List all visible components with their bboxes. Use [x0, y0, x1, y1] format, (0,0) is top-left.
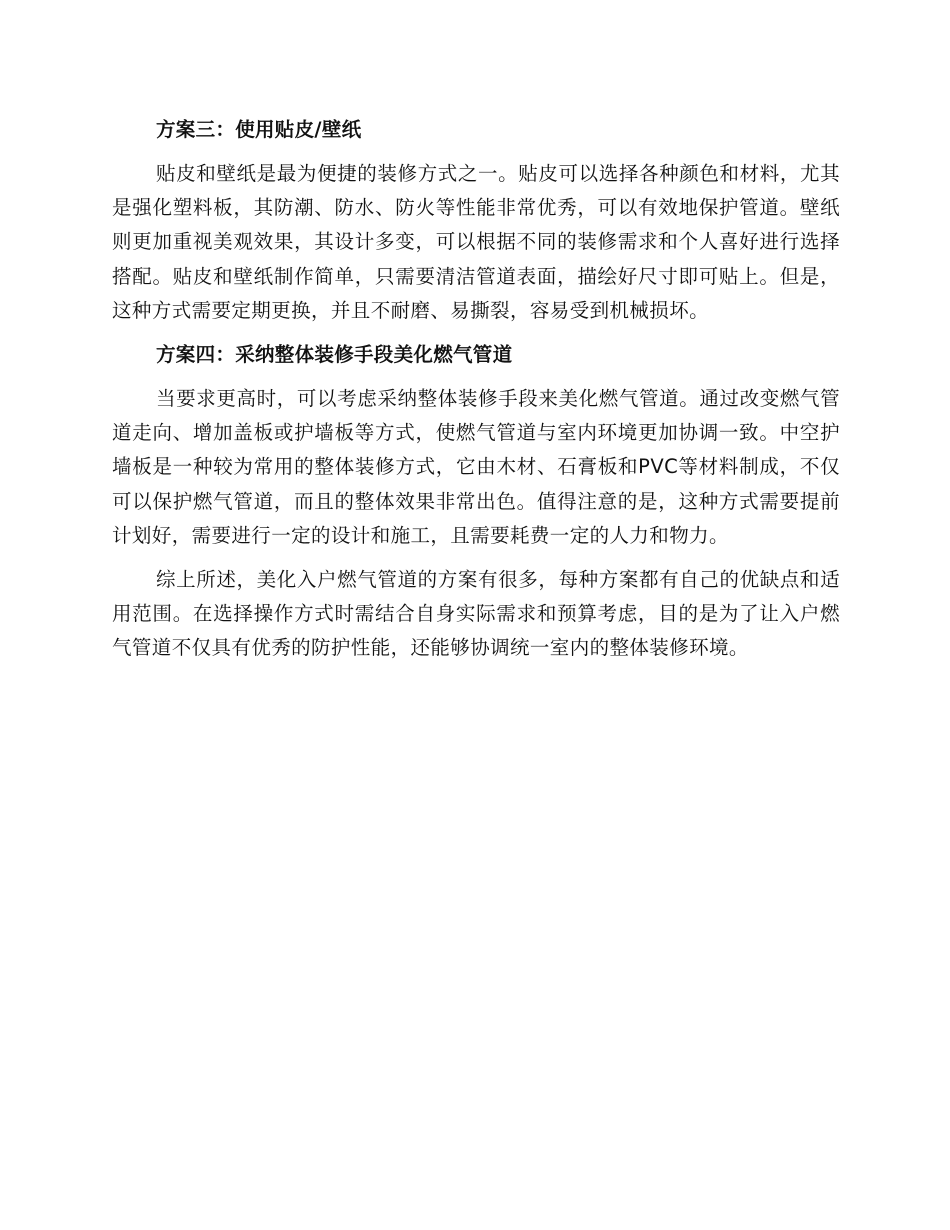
- section-paragraph-plan-four: 当要求更高时，可以考虑采纳整体装修手段来美化燃气管道。通过改变燃气管道走向、增加盖板或护墙板等方式，使燃气管道与室内环境更加协调一致。中空护墙板是一种较为常用的整体装修方式，它由木材、石膏板和PVC等材料制成，不仅可以保护燃气管道，而且的整体效果非常出色。值得注意的是，这种方式需要提前计划好，需要进行一定的设计和施工，且需要耗费一定的人力和物力。: [112, 387, 840, 547]
- section-paragraph-plan-three: 贴皮和壁纸是最为便捷的装修方式之一。贴皮可以选择各种颜色和材料，尤其是强化塑料板，其防潮、防水、防火等性能非常优秀，可以有效地保护管道。壁纸则更加重视美观效果，其设计多变，可以根据不同的装修需求和个人喜好进行选择搭配。贴皮和壁纸制作简单，只需要清洁管道表面，描绘好尺寸即可贴上。但是，这种方式需要定期更换，并且不耐磨、易撕裂，容易受到机械损坏。: [112, 162, 840, 322]
- section-heading-plan-three: 方案三：使用贴皮/壁纸: [156, 118, 362, 141]
- conclusion-paragraph: 综上所述，美化入户燃气管道的方案有很多，每种方案都有自己的优缺点和适用范围。在选择操作方式时需结合自身实际需求和预算考虑，目的是为了让入户燃气管道不仅具有优秀的防护性能，还能够协调统一室内的整体装修环境。: [112, 568, 840, 660]
- section-heading-plan-four: 方案四：采纳整体装修手段美化燃气管道: [156, 343, 513, 367]
